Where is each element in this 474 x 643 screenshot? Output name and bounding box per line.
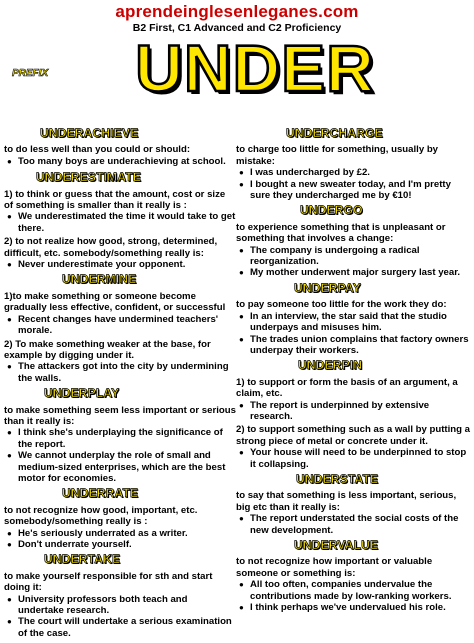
entry-definition: to do less well than you could or should:: [4, 144, 191, 156]
example-item: ● In an interview, the star said that the studio underpays and misuses him.: [250, 311, 470, 334]
example-item: ● We cannot underplay the role of small and medium-sized enterprises, which are the best motor for economies.: [18, 450, 236, 484]
example-item: ● I bought a new sweater today, and I'm pretty sure they undercharged me by €10!: [250, 179, 470, 202]
entry-underplay: [4, 388, 236, 484]
entry-heading: UNDERRATE: [62, 486, 139, 501]
entry-definition: to charge too little for something, usually by mistake:: [236, 144, 439, 167]
example-item: ● The attackers got into the city by undermining the walls.: [18, 361, 236, 384]
entry-heading: UNDERACHIEVE: [40, 126, 139, 140]
example-item: ● The report understated the social costs of the new development.: [250, 513, 470, 536]
entry-definition: to not recognize how good, important, etc. somebody/something really is :: [4, 504, 198, 528]
example-item: ● Never underestimate your opponent.: [18, 259, 236, 270]
page-subtitle: B2 First, C1 Advanced and C2 Proficiency: [132, 22, 342, 34]
entry-heading: UNDERSTATE: [296, 471, 379, 486]
example-item: ● The company is undergoing a radical reorganization.: [250, 245, 470, 268]
prefix-label: PREFIX: [12, 68, 49, 79]
example-item: ● My mother underwent major surgery last year.: [250, 267, 470, 278]
entry-undertake: [4, 554, 236, 639]
example-item: ● The report is underpinned by extensive research.: [250, 400, 470, 423]
example-item: ● He's seriously underrated as a writer.: [18, 528, 236, 539]
site-name: aprendeinglesenleganes.com: [115, 2, 359, 21]
example-item: ● University professors both teach and undertake research.: [18, 594, 236, 617]
entry-undercharge: [236, 128, 470, 201]
entry-definition: 2) To make something weaker at the base, for example by digging under it.: [4, 338, 211, 361]
entry-definition: to say that something is less important, serious, big etc than it really is:: [236, 490, 457, 513]
entry-undermine: [4, 274, 236, 384]
entry-understate: [236, 471, 470, 536]
example-item: ● The court will undertake a serious examination of the case.: [18, 616, 236, 639]
example-item: ● Your house will need to be underpinned to stop it collapsing.: [250, 447, 470, 470]
example-item: ● I think she's underplaying the significance of the report.: [18, 427, 236, 450]
entry-heading: UNDERTAKE: [44, 552, 121, 567]
entry-underestimate: [4, 172, 236, 270]
entry-underpay: [236, 280, 470, 356]
example-item: ● I think perhaps we've undervalued his role.: [250, 602, 470, 613]
entry-definition: 2) to not realize how good, strong, determined, difficult, etc. somebody/something really is:: [4, 236, 218, 259]
example-item: ● We underestimated the time it would take to get there.: [18, 211, 236, 234]
entry-definition: to experience something that is unpleasant or something that involves a change:: [236, 221, 446, 245]
entry-definition: to make yourself responsible for sth and start doing it:: [4, 570, 213, 594]
entry-definition: to pay someone too little for the work they do:: [236, 299, 447, 311]
entry-heading: UNDERPAY: [294, 280, 361, 295]
example-item: ● I was undercharged by £2.: [250, 167, 470, 178]
entry-definition: 1) to think or guess that the amount, cost or size of something is smaller than it really is :: [4, 188, 226, 212]
entry-definition: 2) to support something such as a wall by putting a strong piece of metal or concrete under it.: [236, 424, 471, 447]
entry-heading: UNDERESTIMATE: [36, 170, 142, 185]
entry-heading: UNDERPLAY: [44, 386, 120, 401]
entry-undervalue: [236, 540, 470, 613]
entry-heading: UNDERCHARGE: [286, 126, 383, 140]
entry-definition: 1) to support or form the basis of an argument, a claim, etc.: [236, 376, 458, 400]
example-item: ● All too often, companies undervalue the contributions made by low-ranking workers.: [250, 579, 470, 602]
entry-underachieve: [4, 128, 236, 167]
entry-underrate: [4, 488, 236, 550]
entry-heading: UNDERPIN: [298, 358, 363, 373]
entry-heading: UNDERGO: [300, 203, 363, 218]
example-item: ● Recent changes have undermined teachers' morale.: [18, 314, 236, 337]
example-item: ● Too many boys are underachieving at school.: [18, 156, 236, 167]
entry-heading: UNDERVALUE: [294, 538, 379, 552]
entry-definition: to not recognize how important or valuable someone or something is:: [236, 556, 433, 579]
entry-heading: UNDERMINE: [62, 272, 137, 287]
entry-definition: 1)to make something or someone become gradually less effective, confident, or successful: [4, 290, 226, 314]
right-column: [236, 128, 470, 617]
example-item: ● Don't underrate yourself.: [18, 539, 236, 550]
entry-definition: to make something seem less important or serious than it really is:: [4, 404, 236, 427]
entry-undergo: [236, 205, 470, 278]
left-column: [4, 128, 236, 643]
example-item: ● The trades union complains that factory owners underpay their workers.: [250, 334, 470, 357]
prefix-word-title: UNDER: [135, 31, 375, 105]
entry-underpin: [236, 360, 470, 470]
